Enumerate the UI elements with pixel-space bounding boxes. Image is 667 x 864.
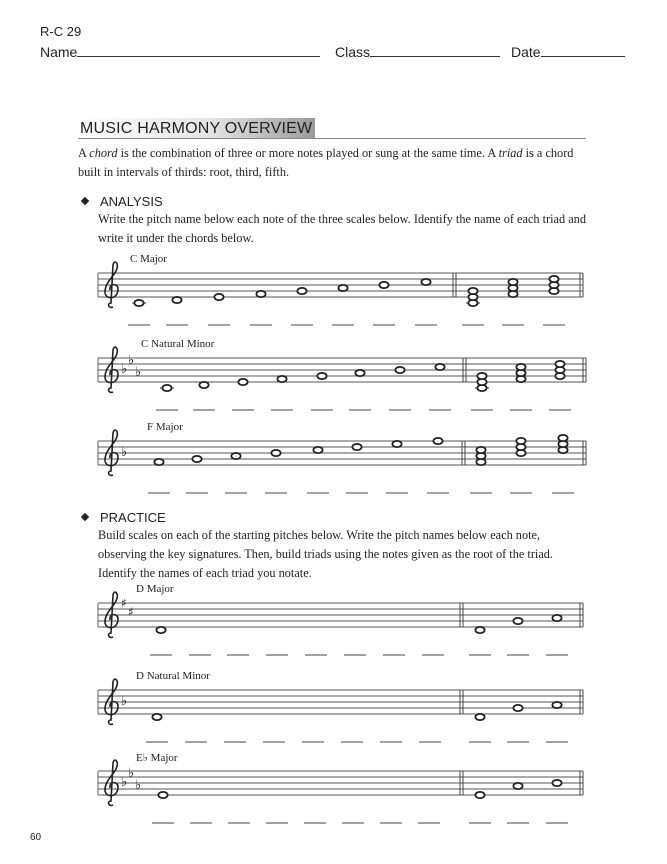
whole-note — [552, 702, 561, 708]
flat-icon: ♭ — [128, 353, 135, 368]
class-label: Class — [335, 44, 371, 60]
whole-note — [558, 435, 567, 441]
scale-label: C Natural Minor — [141, 338, 215, 350]
page-title: MUSIC HARMONY OVERVIEW — [78, 118, 315, 138]
practice-instructions: Build scales on each of the starting pitches below. Write the pitch names below each note, observing the key signatures. Then, build triads using the notes given as the root of the triad. Identify the names of each triad you notate. — [98, 528, 554, 580]
whole-note — [162, 385, 171, 391]
scale-label: C Major — [130, 253, 167, 265]
whole-note — [508, 279, 517, 285]
whole-note — [555, 361, 564, 367]
whole-note — [172, 297, 181, 303]
whole-note — [352, 444, 361, 450]
sharp-icon: ♯ — [128, 605, 134, 619]
whole-note — [214, 294, 223, 300]
analysis-heading: ANALYSIS — [82, 194, 163, 209]
treble-clef-icon — [105, 679, 118, 724]
scale-label: D Natural Minor — [136, 670, 210, 682]
name-label: Name — [40, 44, 78, 60]
whole-note — [338, 285, 347, 291]
whole-note — [468, 288, 477, 294]
term-triad: triad — [498, 146, 523, 160]
treble-clef-icon — [105, 430, 118, 475]
whole-note — [231, 453, 240, 459]
term-chord: chord — [89, 146, 118, 160]
flat-icon: ♭ — [121, 445, 128, 460]
scale-label: D Major — [136, 583, 174, 595]
intro-paragraph: A chord is the combination of three or more notes played or sung at the same time. A triad is a chord built in intervals of thirds: root, third, fifth. — [78, 146, 574, 179]
whole-note — [317, 373, 326, 379]
flat-icon: ♭ — [121, 362, 128, 377]
worksheet-code: R-C 29 — [40, 24, 82, 39]
sharp-icon: ♯ — [121, 596, 127, 610]
analysis-instructions: Write the pitch name below each note of the three scales below. Identify the name of each triad and write it under the chords below. — [98, 212, 586, 245]
whole-note — [297, 288, 306, 294]
practice-heading: PRACTICE — [82, 510, 166, 525]
treble-clef-icon — [105, 592, 118, 637]
whole-note — [192, 456, 201, 462]
whole-note — [516, 438, 525, 444]
whole-note — [154, 459, 163, 465]
whole-note — [313, 447, 322, 453]
whole-note — [134, 300, 143, 306]
whole-note — [513, 705, 522, 711]
whole-note — [256, 291, 265, 297]
whole-note — [152, 714, 161, 720]
date-label: Date — [511, 44, 541, 60]
treble-clef-icon — [105, 347, 118, 392]
whole-note — [477, 373, 486, 379]
whole-note — [475, 627, 484, 633]
whole-note — [271, 450, 280, 456]
flat-icon: ♭ — [128, 766, 135, 781]
whole-note — [395, 367, 404, 373]
whole-note — [238, 379, 247, 385]
whole-note — [277, 376, 286, 382]
whole-note — [475, 714, 484, 720]
whole-note — [476, 447, 485, 453]
whole-note — [379, 282, 388, 288]
flat-icon: ♭ — [121, 775, 128, 790]
whole-note — [516, 364, 525, 370]
whole-note — [549, 276, 558, 282]
whole-note — [156, 627, 165, 633]
whole-note — [392, 441, 401, 447]
whole-note — [513, 783, 522, 789]
scale-label: E♭ Major — [136, 752, 178, 764]
whole-note — [552, 780, 561, 786]
flat-icon: ♭ — [121, 694, 128, 709]
scale-label: F Major — [147, 421, 183, 433]
whole-note — [513, 618, 522, 624]
flat-icon: ♭ — [135, 778, 142, 793]
treble-clef-icon — [105, 760, 118, 805]
whole-note — [435, 364, 444, 370]
whole-note — [355, 370, 364, 376]
whole-note — [199, 382, 208, 388]
treble-clef-icon — [105, 262, 118, 307]
whole-note — [433, 438, 442, 444]
whole-note — [475, 792, 484, 798]
whole-note — [421, 279, 430, 285]
whole-note — [552, 615, 561, 621]
whole-note — [158, 792, 167, 798]
flat-icon: ♭ — [135, 365, 142, 380]
page-number: 60 — [30, 832, 42, 843]
